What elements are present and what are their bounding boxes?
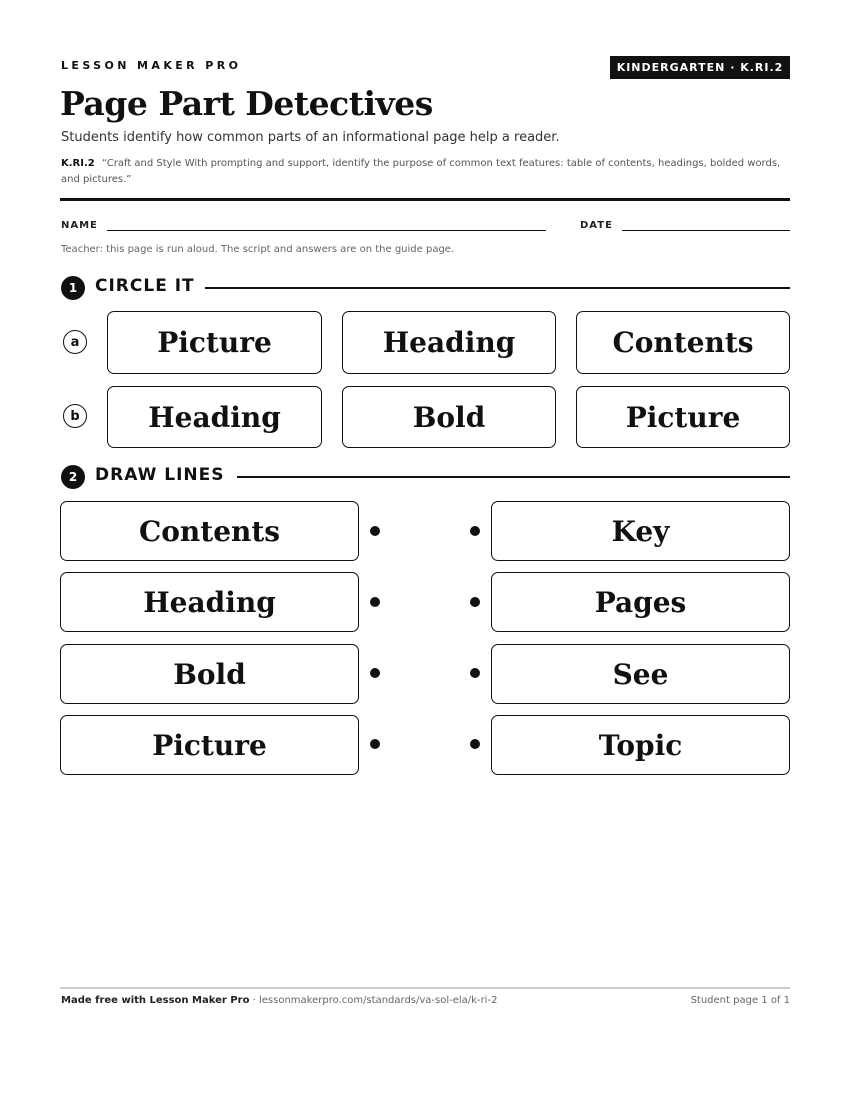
choice-b-3[interactable]: Picture — [576, 386, 790, 448]
row-a-label: a — [63, 330, 87, 354]
match-dot-left-4[interactable] — [370, 739, 380, 749]
match-right-1[interactable]: Key — [491, 501, 790, 561]
section-1-rule — [205, 287, 790, 289]
name-label: NAME — [61, 220, 98, 231]
match-dot-right-4[interactable] — [470, 739, 480, 749]
choice-b-1[interactable]: Heading — [107, 386, 322, 448]
choice-a-3[interactable]: Contents — [576, 311, 790, 374]
match-dot-right-2[interactable] — [470, 597, 480, 607]
match-dot-right-3[interactable] — [470, 668, 480, 678]
match-dot-left-2[interactable] — [370, 597, 380, 607]
match-left-3[interactable]: Bold — [60, 644, 359, 704]
match-left-2[interactable]: Heading — [60, 572, 359, 632]
match-left-1[interactable]: Contents — [60, 501, 359, 561]
date-line[interactable] — [622, 230, 790, 231]
choice-a-1[interactable]: Picture — [107, 311, 322, 374]
header-divider — [60, 198, 790, 201]
footer-divider — [60, 987, 790, 989]
section-1-number: 1 — [61, 276, 85, 300]
match-right-4[interactable]: Topic — [491, 715, 790, 775]
footer-credit — [61, 995, 497, 1006]
standard-text: “Craft and Style With prompting and support, identify the purpose of common text features: table of contents, headings, bolded words, and pictures.” — [61, 158, 781, 185]
match-dot-left-1[interactable] — [370, 526, 380, 536]
page-title: Page Part Detectives — [60, 84, 433, 123]
footer-made-with: Made free with Lesson Maker Pro — [61, 995, 250, 1006]
teacher-note: Teacher: this page is run aloud. The script and answers are on the guide page. — [61, 244, 455, 255]
row-b-label: b — [63, 404, 87, 428]
name-line[interactable] — [107, 230, 546, 231]
choice-a-2[interactable]: Heading — [342, 311, 556, 374]
grade-badge: KINDERGARTEN · K.RI.2 — [610, 56, 790, 79]
choice-b-2[interactable]: Bold — [342, 386, 556, 448]
section-2-title: DRAW LINES — [95, 465, 225, 485]
standard-code: K.RI.2 — [61, 158, 95, 169]
date-label: DATE — [580, 220, 613, 231]
page-subtitle: Students identify how common parts of an informational page help a reader. — [61, 130, 560, 145]
standard-description — [61, 156, 791, 188]
match-right-3[interactable]: See — [491, 644, 790, 704]
brand-name: LESSON MAKER PRO — [61, 59, 242, 72]
footer-page-number: Student page 1 of 1 — [690, 995, 790, 1006]
section-2-rule — [237, 476, 790, 478]
section-2-number: 2 — [61, 465, 85, 489]
section-1-title: CIRCLE IT — [95, 276, 195, 296]
match-dot-right-1[interactable] — [470, 526, 480, 536]
match-right-2[interactable]: Pages — [491, 572, 790, 632]
footer-url[interactable]: · lessonmakerpro.com/standards/va-sol-ela/k-ri-2 — [249, 995, 498, 1006]
match-left-4[interactable]: Picture — [60, 715, 359, 775]
match-dot-left-3[interactable] — [370, 668, 380, 678]
